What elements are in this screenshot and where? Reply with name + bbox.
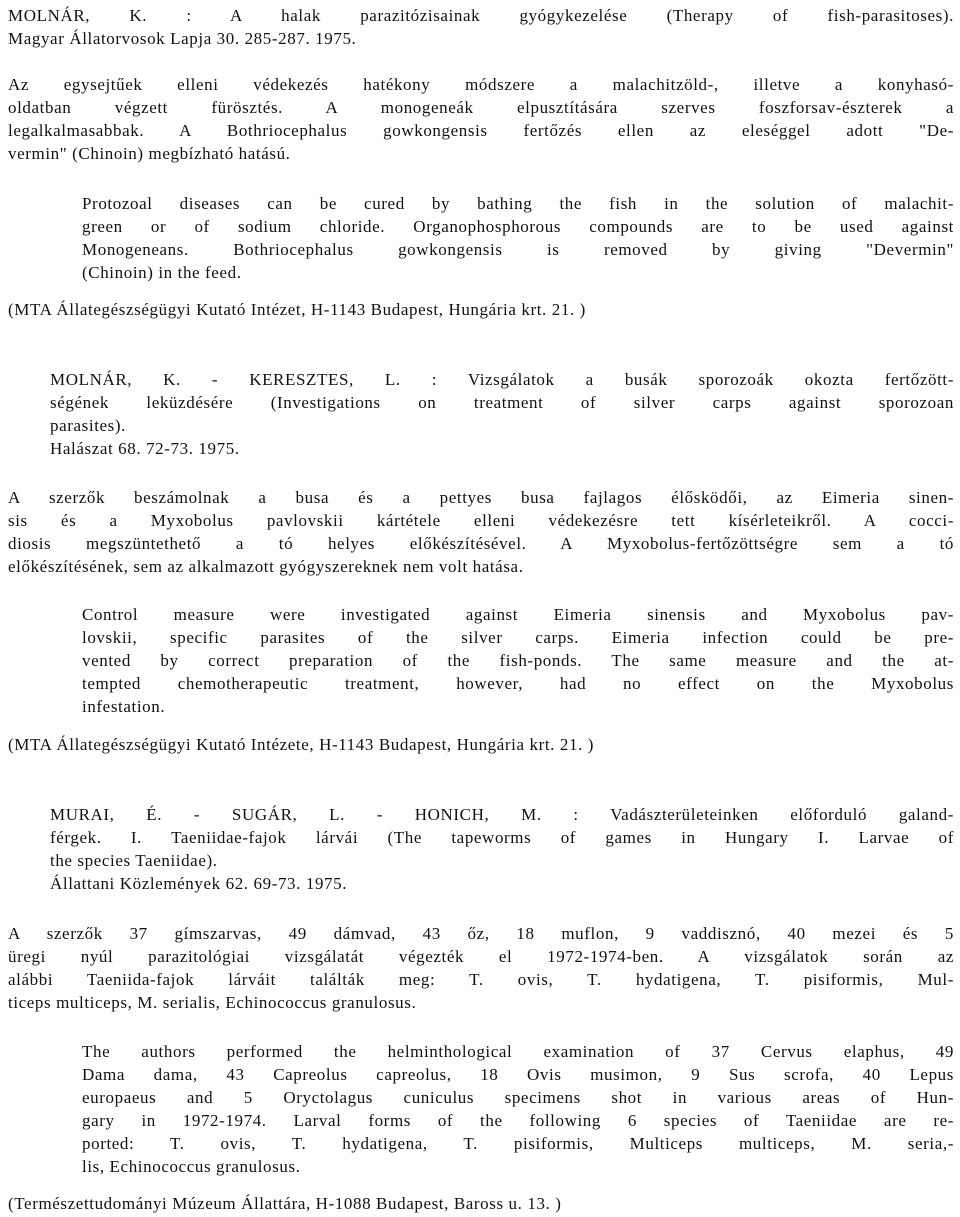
hungarian-summary-line: vermin" (Chinoin) megbízható hatású.	[8, 144, 291, 163]
citation-line: Halászat 68. 72-73. 1975.	[50, 439, 240, 458]
english-summary-line: lovskii, specific parasites of the silver carps. Eimeria infection could be pre-	[82, 628, 954, 647]
english-summary-line: Control measure were investigated against Eimeria sinensis and Myxobolus pav-	[82, 605, 954, 624]
english-summary-line: (Chinoin) in the feed.	[82, 263, 242, 282]
affiliation: (MTA Állategészségügyi Kutató Intézet, H-1143 Budapest, Hungária krt. 21. )	[8, 300, 586, 319]
english-summary-line: The authors performed the helminthological examination of 37 Cervus elaphus, 49	[82, 1042, 954, 1061]
hungarian-summary-line: oldatban végzett fürösztés. A monogeneák elpusztítására szerves foszforsav-észterek a	[8, 98, 954, 117]
english-summary-line: Dama dama, 43 Capreolus capreolus, 18 Ovis musimon, 9 Sus scrofa, 40 Lepus	[82, 1065, 954, 1084]
hungarian-summary-line: ticeps multiceps, M. serialis, Echinococcus granulosus.	[8, 993, 417, 1012]
citation-line: MOLNÁR, K. - KERESZTES, L. : Vizsgálatok a busák sporozoák okozta fertőzött-	[50, 370, 954, 389]
english-summary-line: Monogeneans. Bothriocephalus gowkongensis is removed by giving "Devermin"	[82, 240, 954, 259]
hungarian-summary-line: alábbi Taeniida-fajok lárváit találták meg: T. ovis, T. hydatigena, T. pisiformis, Mul-	[8, 970, 954, 989]
citation-line: ségének leküzdésére (Investigations on treatment of silver carps against sporozoan	[50, 393, 954, 412]
hungarian-summary-line: A szerzők 37 gímszarvas, 49 dámvad, 43 őz, 18 muflon, 9 vaddisznó, 40 mezei és 5	[8, 924, 954, 943]
english-summary-line: tempted chemotherapeutic treatment, however, had no effect on the Myxobolus	[82, 674, 954, 693]
hungarian-summary-line: legalkalmasabbak. A Bothriocephalus gowkongensis fertőzés ellen az eleséggel adott "De-	[8, 121, 954, 140]
hungarian-summary-line: sis és a Myxobolus pavlovskii kártétele elleni védekezésre tett kísérleteikről. A cocci-	[8, 511, 954, 530]
hungarian-summary-line: diosis megszüntethető a tó helyes előkészítésével. A Myxobolus-fertőzöttségre sem a tó	[8, 534, 954, 553]
english-summary-line: gary in 1972-1974. Larval forms of the following 6 species of Taeniidae are re-	[82, 1111, 954, 1130]
hungarian-summary-line: Az egysejtűek elleni védekezés hatékony módszere a malachitzöld-, illetve a konyhasó-	[8, 75, 954, 94]
citation-line: MOLNÁR, K. : A halak parazitózisainak gyógykezelése (Therapy of fish-parasitoses).	[8, 6, 954, 25]
english-summary-line: Protozoal diseases can be cured by bathing the fish in the solution of malachit-	[82, 194, 954, 213]
hungarian-summary-line: üregi nyúl parazitológiai vizsgálatát végezték el 1972-1974-ben. A vizsgálatok során az	[8, 947, 954, 966]
english-summary-line: lis, Echinococcus granulosus.	[82, 1157, 301, 1176]
english-summary-line: green or of sodium chloride. Organophosphorous compounds are to be used against	[82, 217, 954, 236]
english-summary-line: ported: T. ovis, T. hydatigena, T. pisiformis, Multiceps multiceps, M. seria,-	[82, 1134, 954, 1153]
hungarian-summary-line: előkészítésének, sem az alkalmazott gyógyszereknek nem volt hatása.	[8, 557, 524, 576]
english-summary-line: infestation.	[82, 697, 166, 716]
citation-line: parasites).	[50, 416, 126, 435]
hungarian-summary-line: A szerzők beszámolnak a busa és a pettyes busa fajlagos élősködői, az Eimeria sinen-	[8, 488, 954, 507]
affiliation: (Természettudományi Múzeum Állattára, H-1088 Budapest, Baross u. 13. )	[8, 1194, 562, 1213]
affiliation: (MTA Állategészségügyi Kutató Intézete, H-1143 Budapest, Hungária krt. 21. )	[8, 735, 595, 754]
citation-line: Állattani Közlemények 62. 69-73. 1975.	[50, 874, 348, 893]
citation-line: Magyar Állatorvosok Lapja 30. 285-287. 1975.	[8, 29, 357, 48]
english-summary-line: europaeus and 5 Oryctolagus cuniculus specimens shot in various areas of Hun-	[82, 1088, 954, 1107]
english-summary-line: vented by correct preparation of the fish-ponds. The same measure and the at-	[82, 651, 954, 670]
citation-line: férgek. I. Taeniidae-fajok lárvái (The tapeworms of games in Hungary I. Larvae of	[50, 828, 954, 847]
citation-line: the species Taeniidae).	[50, 851, 218, 870]
citation-line: MURAI, É. - SUGÁR, L. - HONICH, M. : Vadászterületeinken előforduló galand-	[50, 805, 954, 824]
